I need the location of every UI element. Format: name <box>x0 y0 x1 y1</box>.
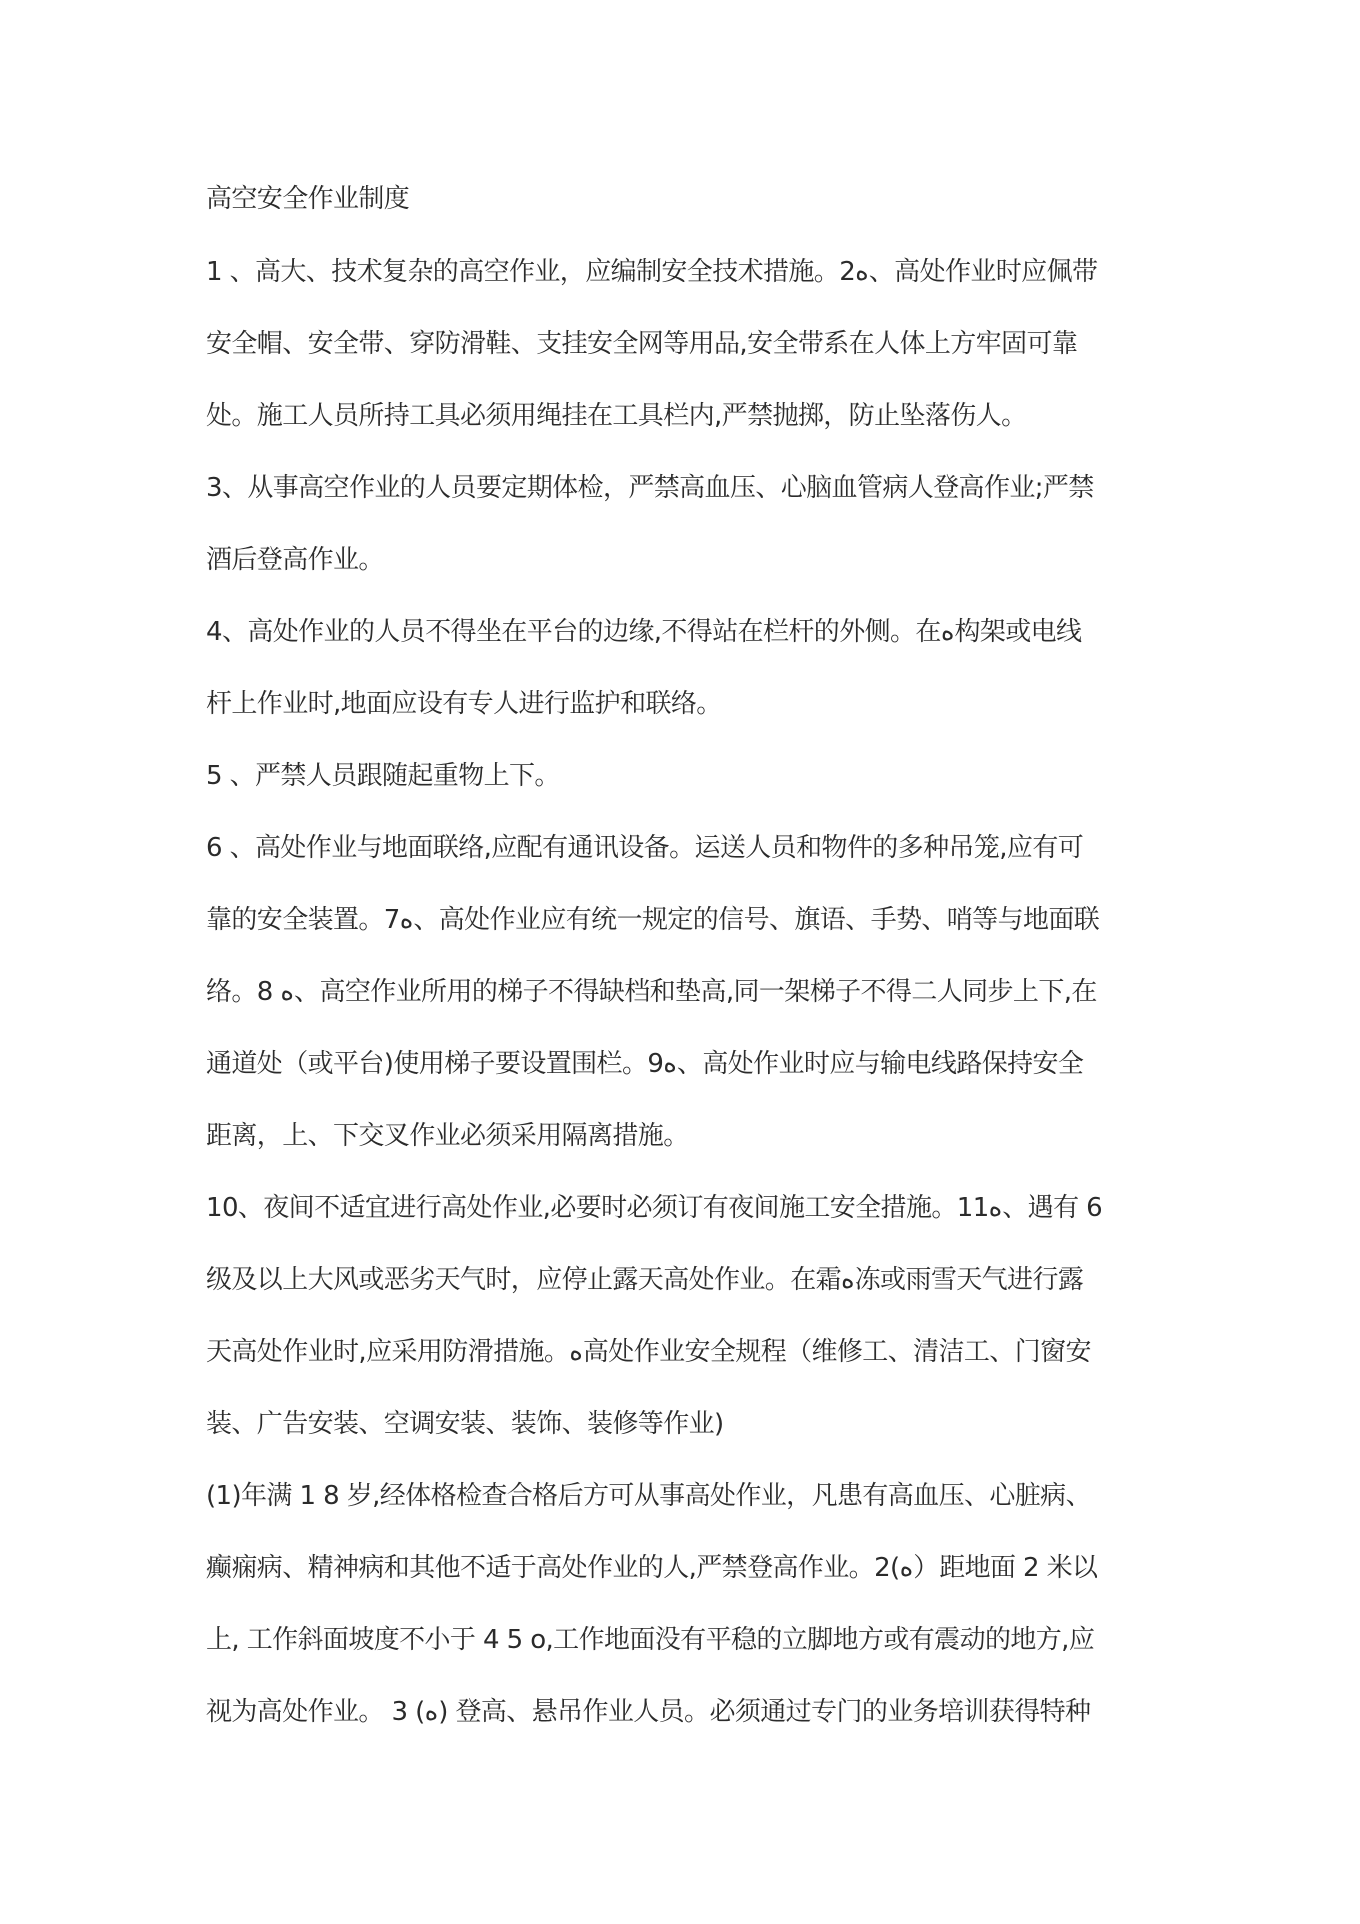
text-line: (1)年满 1 8 岁,经体格检查合格后方可从事高处作业，凡患有高血压、心脏病、 <box>206 1481 1091 1511</box>
text-line: 1 、高大、技术复杂的高空作业，应编制安全技术措施。2ه、高处作业时应佩带 <box>206 257 1098 287</box>
text-line: 靠的安全装置。7ه、高处作业应有统一规定的信号、旗语、手势、哨等与地面联 <box>206 905 1100 935</box>
text-line: 安全帽、安全带、穿防滑鞋、支挂安全网等用品,安全带系在人体上方牢固可靠 <box>206 329 1078 359</box>
text-line: 络。8 ه、高空作业所用的梯子不得缺档和垫高,同一架梯子不得二人同步上下,在 <box>206 977 1097 1007</box>
text-line: 3、从事高空作业的人员要定期体检，严禁高血压、心脑血管病人登高作业;严禁 <box>206 473 1094 503</box>
text-line: 5 、严禁人员跟随起重物上下。 <box>206 761 560 791</box>
text-line: 通道处（或平台)使用梯子要设置围栏。9ه、高处作业时应与输电线路保持安全 <box>206 1049 1084 1079</box>
text-line: 酒后登高作业。 <box>206 545 384 575</box>
text-line: 杆上作业时,地面应设有专人进行监护和联络。 <box>206 689 722 719</box>
text-line: 视为高处作业。 3 (ه) 登高、悬吊作业人员。必须通过专门的业务培训获得特种 <box>206 1697 1091 1727</box>
text-line: 处。施工人员所持工具必须用绳挂在工具栏内,严禁抛掷，防止坠落伤人。 <box>206 401 1027 431</box>
text-line: 上, 工作斜面坡度不小于 4 5 o,工作地面没有平稳的立脚地方或有震动的地方,应 <box>206 1625 1095 1655</box>
text-line: 级及以上大风或恶劣天气时，应停止露天高处作业。在霜ه冻或雨雪天气进行露 <box>206 1265 1084 1295</box>
text-line: 癫痫病、精神病和其他不适于高处作业的人,严禁登高作业。2(ه）距地面 2 米以 <box>206 1553 1098 1583</box>
document-title: 高空安全作业制度 <box>206 184 410 214</box>
text-line: 天高处作业时,应采用防滑措施。ه高处作业安全规程（维修工、清洁工、门窗安 <box>206 1337 1091 1367</box>
text-line: 10、夜间不适宜进行高处作业,必要时必须订有夜间施工安全措施。11ه、遇有 6 <box>206 1193 1103 1223</box>
text-line: 距离，上、下交叉作业必须采用隔离措施。 <box>206 1121 689 1151</box>
text-line: 装、广告安装、空调安装、装饰、装修等作业) <box>206 1409 724 1439</box>
text-line: 4、高处作业的人员不得坐在平台的边缘,不得站在栏杆的外侧。在ه构架或电线 <box>206 617 1082 647</box>
text-line: 6 、高处作业与地面联络,应配有通讯设备。运送人员和物件的多种吊笼,应有可 <box>206 833 1084 863</box>
